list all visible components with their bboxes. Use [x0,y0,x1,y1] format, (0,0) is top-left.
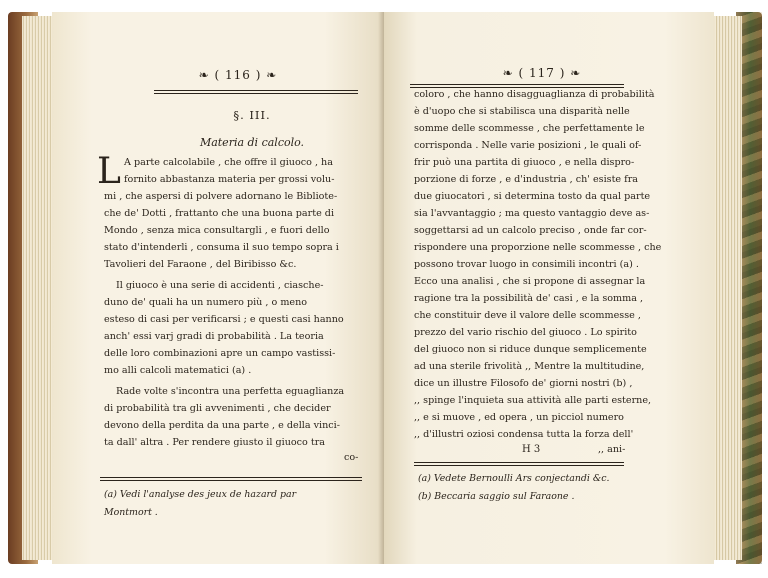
body-line: porzione di forze , e d'industria , ch' esiste fra [414,174,639,185]
body-line: frir può una partita di giuoco , e nella dispro- [414,157,635,168]
paragraph-line: esteso di casi per verificarsi ; e questi casi hanno [104,314,344,325]
catchword: co- [344,452,359,463]
header-rule [154,90,358,94]
section-heading: §. III. [233,108,271,122]
page-number: ❧ ( 116 ) ❧ [198,68,278,82]
paragraph-line: mo alli calcoli matematici (a) . [104,365,252,376]
body-line: che constituir deve il valore delle scommesse , [414,310,641,321]
footnote-line: Montmort . [104,507,158,518]
body-line: coloro , che hanno disagguaglianza di probabilità [414,89,655,100]
body-line: ragione tra la possibilità de' casi , e la somma , [414,293,644,304]
body-line: ,, d'illustri oziosi condensa tutta la forza dell' [414,429,634,440]
paragraph-line: A parte calcolabile , che offre il giuoco , ha [124,157,333,168]
paragraph-line: delle loro combinazioni apre un campo vastissi- [104,348,336,359]
right-page [384,12,714,564]
body-line: prezzo del vario rischio del giuoco . Lo spirito [414,327,637,338]
body-line: due giuocatori , si determina tosto da qual parte [414,191,651,202]
footnote-line: (a) Vedete Bernoulli Ars conjectandi &c. [418,473,610,484]
signature-mark: H 3 [522,444,541,455]
paragraph-line: duno de' quali ha un numero più , o meno [104,297,308,308]
footnote-rule [414,462,624,466]
body-line: ,, spinge l'inquieta sua attività alle parti esterne, [414,395,652,406]
body-line: rispondere una proporzione nelle scommesse , che [414,242,662,253]
body-line: sia l'avvantaggio ; ma questo vantaggio deve as- [414,208,650,219]
body-line: ,, e si muove , ed opera , un picciol numero [414,412,624,423]
body-line: somme delle scommesse , che perfettamente le [414,123,645,134]
left-page [52,12,384,564]
body-line: del giuoco non si riduce dunque semplicemente [414,344,647,355]
paragraph-line: di probabilità tra gli avvenimenti , che decider [104,403,331,414]
paragraph-line: ta dall' altra . Per rendere giusto il giuoco tra [104,437,326,448]
paragraph-line: fornito abbastanza materia per grossi volu- [124,174,335,185]
body-line: possono trovar luogo in consimili incontri (a) . [414,259,639,270]
paragraph-line: Il giuoco è una serie di accidenti , ciasche- [116,280,324,291]
paragraph-line: anch' essi varj gradi di probabilità . La teoria [104,331,324,342]
paragraph-line: mi , che aspersi di polvere adornano le Bibliote- [104,191,338,202]
paragraph-line: Rade volte s'incontra una perfetta eguaglianza [116,386,345,397]
drop-capital: L [97,151,121,192]
paragraph-line: Mondo , senza mica consultargli , e fuori dello [104,225,330,236]
body-line: è d'uopo che si stabilisca una disparità nelle [414,106,630,117]
body-line: ad una sterile frivolità ,, Mentre la multitudine, [414,361,645,372]
paragraph-line: Tavolieri del Faraone , del Biribisso &c. [104,259,297,270]
body-line: Ecco una analisi , che si propone di assegnar la [414,276,646,287]
footnote-rule [100,477,362,481]
body-line: soggettarsi ad un calcolo preciso , onde far cor- [414,225,647,236]
section-subtitle: Materia di calcolo. [199,136,305,149]
paragraph-line: devono della perdita da una parte , e della vinci- [104,420,340,431]
footnote-line: (a) Vedi l'analyse des jeux de hazard par [104,489,297,500]
body-line: corrisponda . Nelle varie posizioni , le quali of- [414,140,642,151]
page-number: ❧ ( 117 ) ❧ [502,66,582,80]
footnote-line: (b) Beccaria saggio sul Faraone . [418,491,575,502]
paragraph-line: stato d'intenderli , consuma il suo tempo sopra i [104,242,339,253]
body-line: dice un illustre Filosofo de' giorni nostri (b) , [414,378,633,389]
paragraph-line: che de' Dotti , frattanto che una buona parte di [104,208,335,219]
catchword: ,, ani- [598,444,626,455]
